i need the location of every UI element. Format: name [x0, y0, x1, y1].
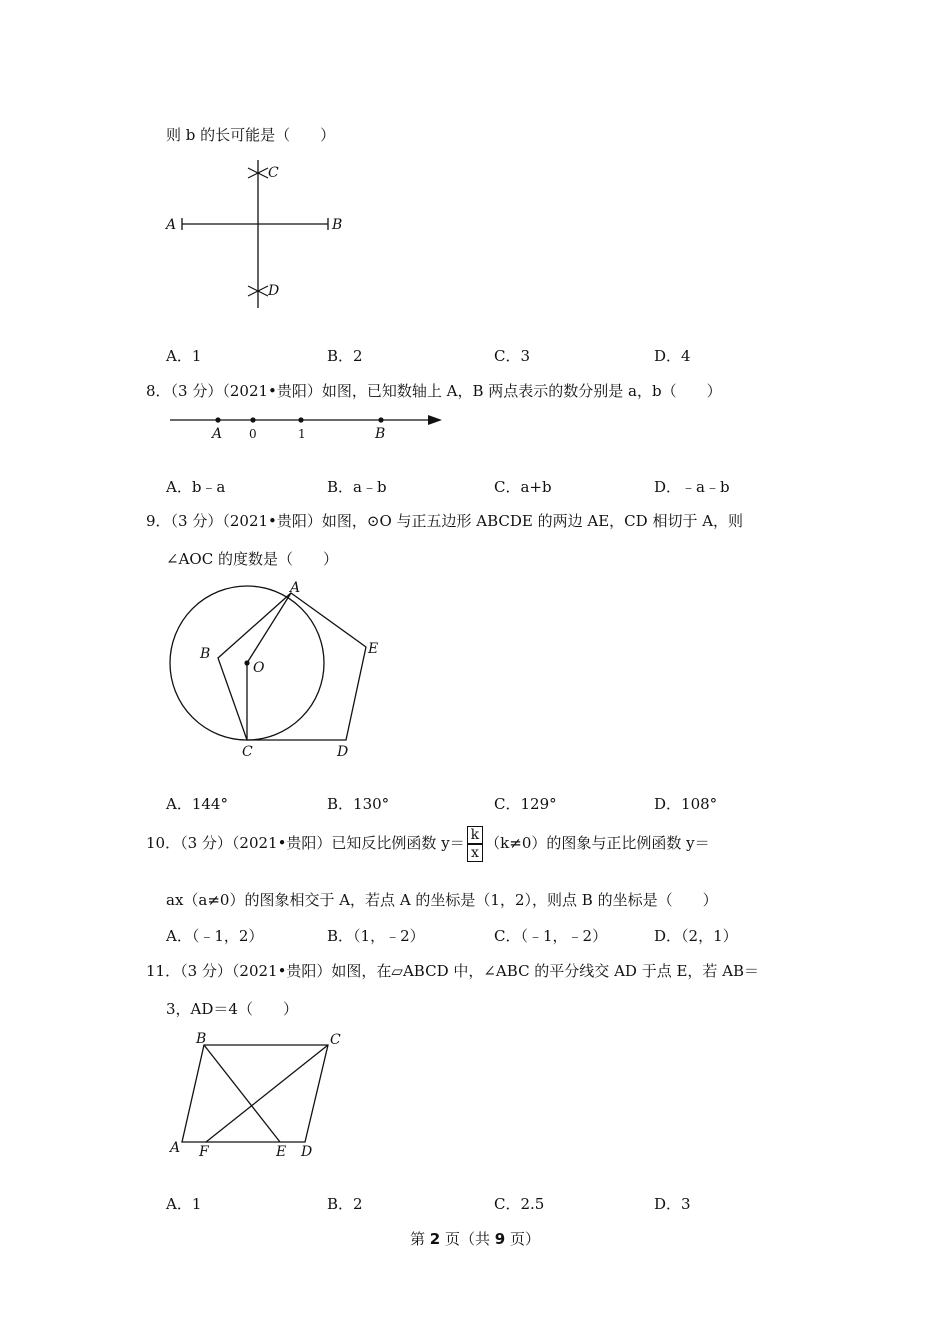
axis-label-b: B: [375, 426, 386, 442]
q9-stem-line2: ∠AOC 的度数是（ ）: [166, 550, 338, 568]
label-a: A: [170, 1140, 181, 1156]
q10-option-b[interactable]: B．（1，﹣2）: [327, 927, 425, 945]
q11-stem-line2: 3，AD＝4（ ）: [166, 1000, 298, 1018]
axis-label-1: 1: [298, 427, 306, 441]
q10-option-d[interactable]: D．（2，1）: [654, 927, 738, 945]
label-e: E: [368, 641, 379, 657]
label-e: E: [276, 1144, 287, 1160]
q9-stem-line1: 9．（3 分）（2021•贵阳）如图，⊙O 与正五边形 ABCDE 的两边 AE，CD 相切于 A，则: [146, 512, 744, 530]
label-c: C: [268, 165, 279, 181]
label-d: D: [268, 283, 280, 299]
page-total: 9: [494, 1230, 506, 1248]
q7-option-d[interactable]: D．4: [654, 347, 691, 365]
label-c: C: [330, 1032, 341, 1048]
segment-cf: [206, 1045, 328, 1142]
page-number: 2: [429, 1230, 441, 1248]
axis-label-0: 0: [249, 427, 257, 441]
q8-stem: 8．（3 分）（2021•贵阳）如图，已知数轴上 A，B 两点表示的数分别是 a，b（ ）: [146, 382, 722, 400]
footer-pre: 第: [409, 1230, 425, 1248]
q8-option-b[interactable]: B．a﹣b: [327, 478, 387, 496]
label-d: D: [301, 1144, 313, 1160]
q10-stem-line2: ax（a≠0）的图象相交于 A，若点 A 的坐标是（1，2），则点 B 的坐标是（ ）: [166, 891, 718, 909]
label-b: B: [332, 217, 343, 233]
page-footer: [0, 1228, 950, 1249]
q7-option-a[interactable]: A．1: [166, 347, 202, 365]
q8-number-line: [160, 408, 450, 444]
q10-option-a[interactable]: A．（﹣1，2）: [166, 927, 264, 945]
q11-option-b[interactable]: B．2: [327, 1195, 363, 1213]
label-o: O: [253, 660, 265, 676]
label-a: A: [166, 217, 177, 233]
label-f: F: [199, 1144, 209, 1160]
q10-stem-a: 10．（3 分）（2021•贵阳）已知反比例函数 y＝: [146, 834, 465, 852]
footer-post: 页）: [510, 1230, 541, 1248]
q11-stem-line1: 11．（3 分）（2021•贵阳）如图，在▱ABCD 中，∠ABC 的平分线交 AD 于点 E，若 AB＝: [146, 962, 760, 980]
q7-tail: 则 b 的长可能是（ ）: [166, 126, 336, 144]
q9-figure: [160, 580, 400, 765]
label-a: A: [290, 580, 301, 596]
q7-option-c[interactable]: C．3: [494, 347, 531, 365]
q7-figure: [160, 158, 360, 313]
parallelogram-abcd: [182, 1045, 328, 1142]
footer-mid: 页（共: [444, 1230, 490, 1248]
q11-option-d[interactable]: D．3: [654, 1195, 691, 1213]
segment-be: [204, 1045, 280, 1142]
label-c: C: [242, 744, 253, 760]
q9-option-b[interactable]: B．130°: [327, 795, 390, 813]
q9-option-d[interactable]: D．108°: [654, 795, 718, 813]
arrow-icon: [428, 415, 442, 425]
q8-option-c[interactable]: C．a+b: [494, 478, 552, 496]
q10-stem-line1: [146, 826, 710, 862]
q11-option-a[interactable]: A．1: [166, 1195, 202, 1213]
q11-option-c[interactable]: C．2.5: [494, 1195, 545, 1213]
q8-option-d[interactable]: D．﹣a﹣b: [654, 478, 730, 496]
fraction-k-over-x: $\frac{k}{x}$: [467, 826, 483, 862]
label-b: B: [196, 1031, 207, 1047]
q10-option-c[interactable]: C．（﹣1，﹣2）: [494, 927, 608, 945]
pentagon-abcde: [218, 593, 366, 740]
q9-option-a[interactable]: A．144°: [166, 795, 228, 813]
q9-option-c[interactable]: C．129°: [494, 795, 557, 813]
label-b: B: [200, 646, 211, 662]
q8-option-a[interactable]: A．b﹣a: [166, 478, 226, 496]
label-d: D: [337, 744, 349, 760]
q11-figure: [160, 1028, 360, 1163]
q10-stem-b: （k≠0）的图象与正比例函数 y＝: [485, 834, 710, 852]
axis-label-a: A: [212, 426, 223, 442]
q7-option-b[interactable]: B．2: [327, 347, 363, 365]
